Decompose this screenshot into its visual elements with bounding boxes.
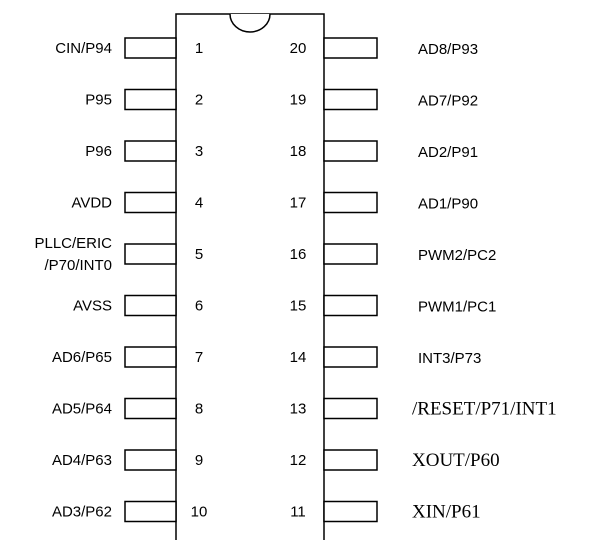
left-pin-1	[125, 38, 176, 58]
left-pin-9	[125, 450, 176, 470]
right-pin-17	[324, 193, 377, 213]
pin-number-1: 1	[194, 40, 204, 57]
pin-number-10: 10	[190, 503, 208, 521]
left-pin-label-3: P96	[85, 143, 112, 160]
pin-number-18: 18	[289, 143, 307, 160]
left-pin-3	[125, 141, 176, 161]
pin-number-6: 6	[194, 297, 204, 315]
left-pin-label-8: AD5/P64	[51, 400, 112, 418]
pin-number-2: 2	[194, 91, 204, 109]
left-pin-label-9: AD4/P63	[51, 452, 112, 469]
left-pin-5	[125, 244, 176, 264]
right-pin-group	[290, 38, 557, 523]
pin-number-8: 8	[194, 400, 204, 418]
right-pin-14	[324, 347, 377, 367]
right-pin-label-17: AD1/P90	[418, 195, 479, 213]
left-pin-10	[125, 502, 176, 522]
left-pin-label-10: AD3/P62	[51, 503, 112, 521]
pin-number-14: 14	[289, 349, 307, 366]
left-pin-label-5: /P70/INT0	[44, 257, 112, 274]
left-pin-label-7: AD6/P65	[51, 349, 112, 366]
right-pin-label-16: PWM2/PC2	[418, 247, 497, 264]
right-pin-label-19: AD7/P92	[418, 92, 479, 110]
right-pin-19	[324, 90, 377, 110]
right-pin-label-18: AD2/P91	[418, 144, 479, 161]
pin-number-19: 19	[289, 91, 307, 109]
pin-number-11: 11	[290, 503, 306, 521]
left-pin-label-5: PLLC/ERIC	[34, 235, 112, 252]
left-pin-2	[125, 90, 176, 110]
pin-number-4: 4	[194, 194, 204, 212]
left-pin-6	[125, 296, 176, 316]
pin-number-17: 17	[289, 194, 307, 212]
right-pin-label-13: /RESET/P71/INT1	[412, 398, 557, 420]
pin-number-3: 3	[194, 143, 204, 160]
right-pin-label-15: PWM1/PC1	[418, 298, 497, 316]
left-pin-7	[125, 347, 176, 367]
right-pin-20	[324, 38, 377, 58]
right-pin-15	[324, 296, 377, 316]
right-pin-label-12: XOUT/P60	[412, 450, 500, 471]
left-pin-4	[125, 193, 176, 213]
right-pin-label-20: AD8/P93	[418, 41, 479, 58]
right-pin-label-11: XIN/P61	[412, 501, 481, 523]
pin-number-5: 5	[194, 246, 204, 263]
right-pin-label-14: INT3/P73	[418, 350, 482, 367]
left-pin-label-2: P95	[85, 91, 112, 109]
left-pin-label-4: AVDD	[71, 194, 112, 212]
pin-number-7: 7	[194, 349, 204, 366]
right-pin-12	[324, 450, 377, 470]
pin-number-9: 9	[194, 452, 204, 469]
pin-number-20: 20	[289, 40, 307, 57]
left-pin-8	[125, 399, 176, 419]
pin-number-15: 15	[289, 297, 307, 315]
left-pin-label-6: AVSS	[73, 297, 112, 315]
pin-number-13: 13	[289, 400, 307, 418]
right-pin-11	[324, 502, 377, 522]
left-pin-label-1: CIN/P94	[55, 40, 112, 57]
pin-number-12: 12	[289, 452, 307, 469]
right-pin-13	[324, 399, 377, 419]
right-pin-18	[324, 141, 377, 161]
pin-number-16: 16	[289, 246, 307, 263]
right-pin-16	[324, 244, 377, 264]
